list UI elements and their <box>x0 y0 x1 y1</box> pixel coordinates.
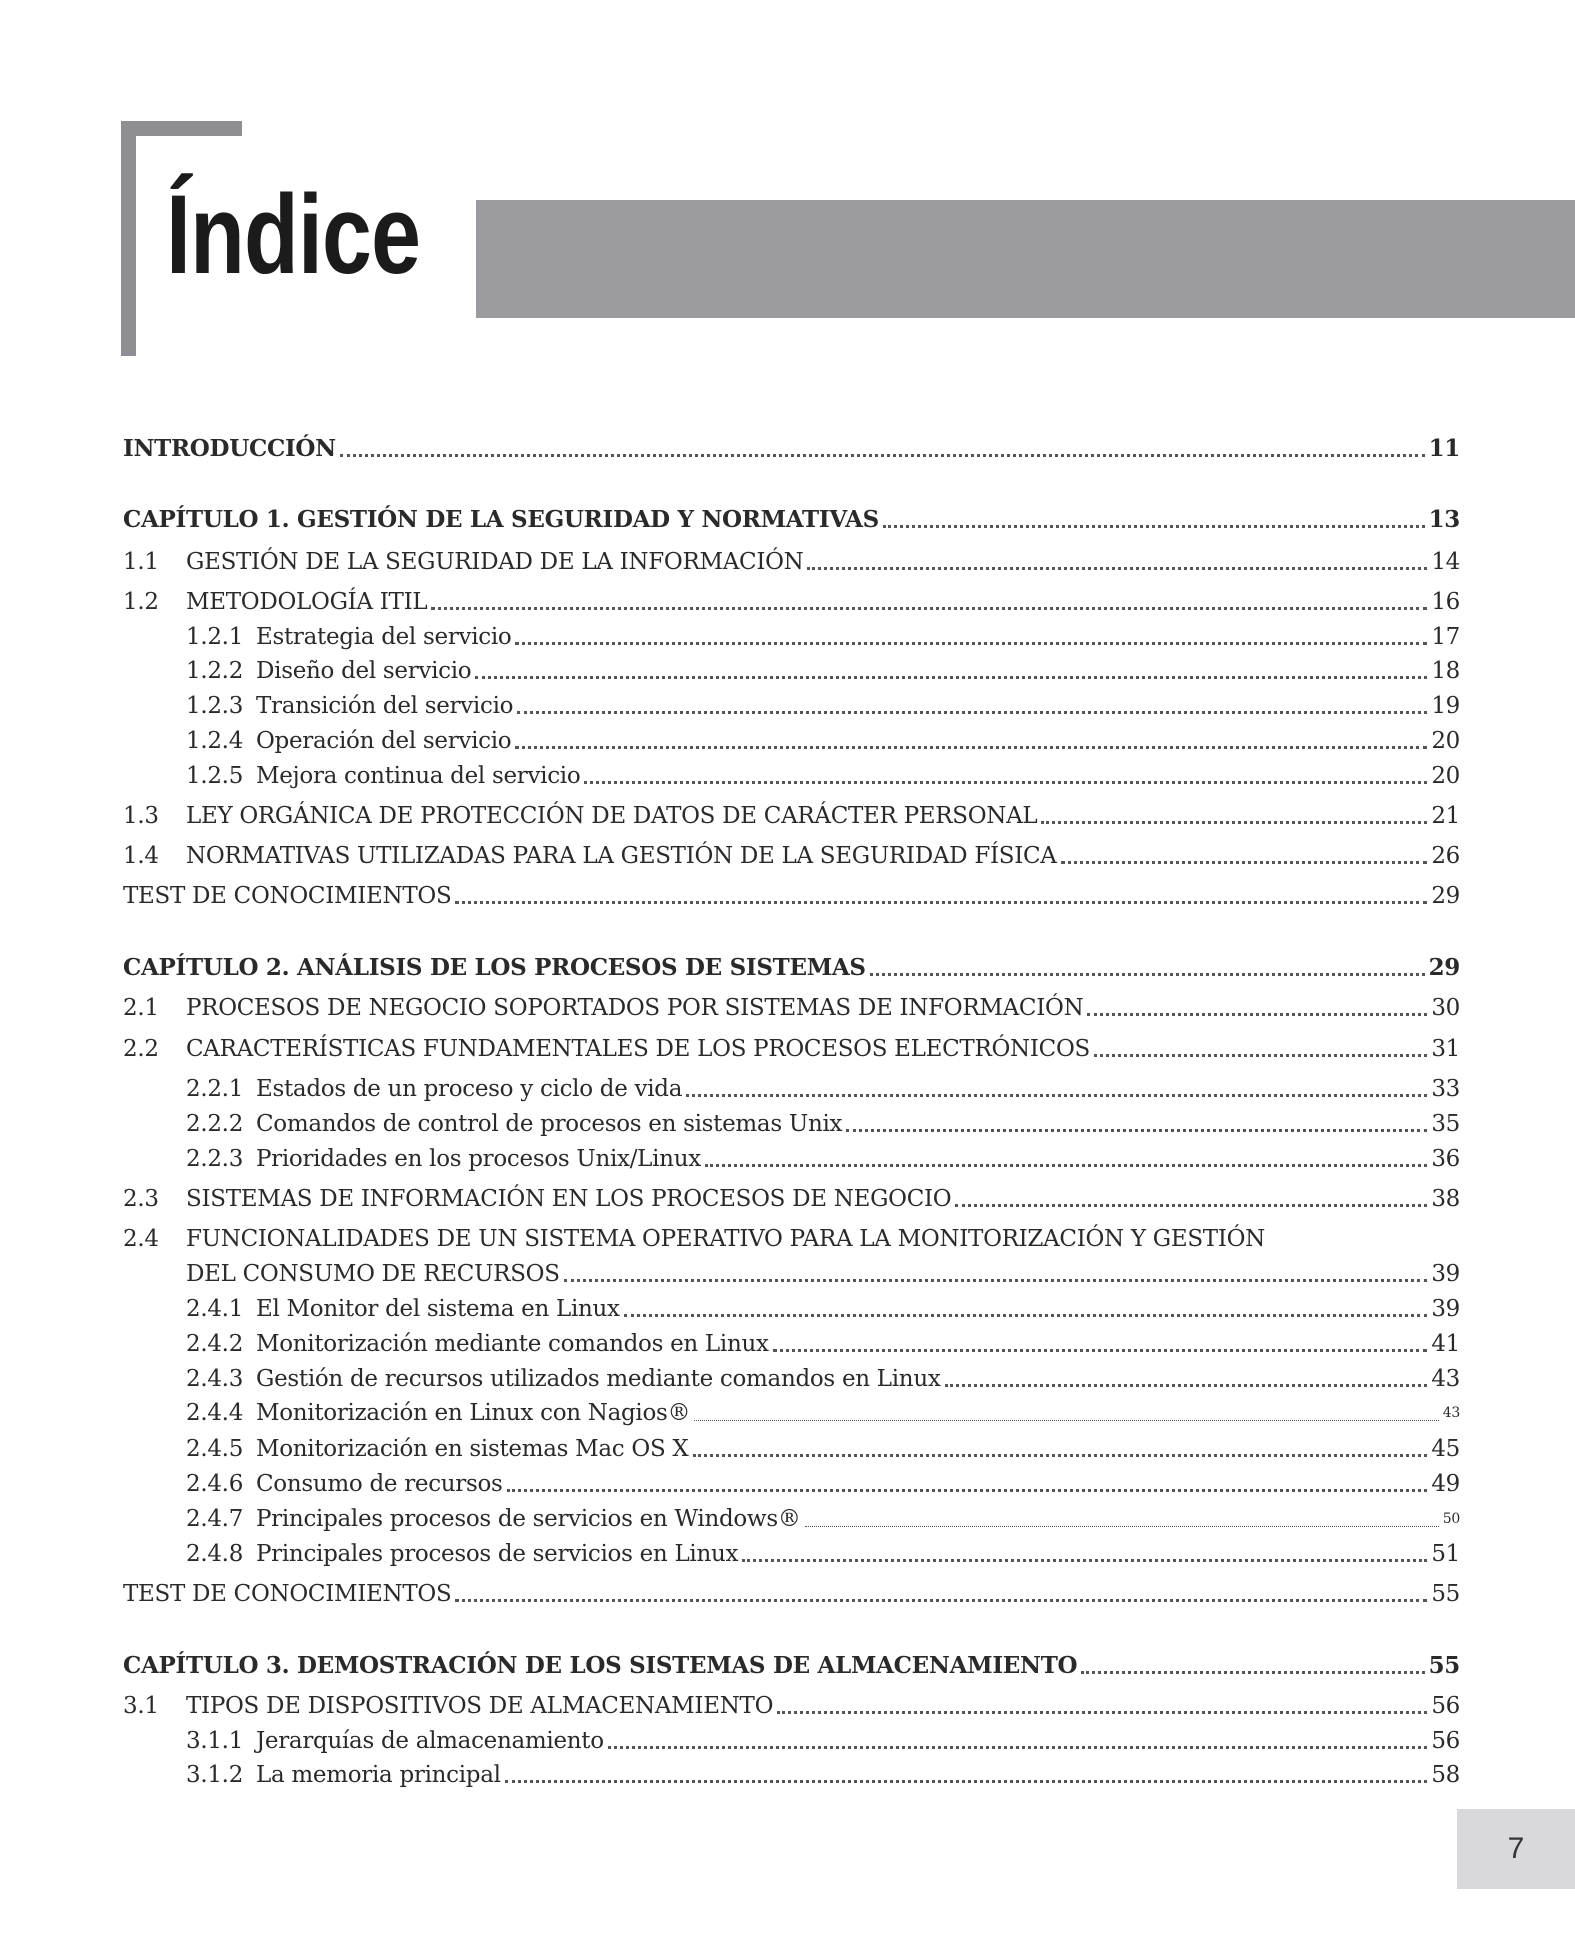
toc-entry-label: Estrategia del servicio <box>256 624 512 650</box>
toc-entry-number: 2.4.4 <box>186 1400 244 1426</box>
toc-entry-page: 20 <box>1431 728 1460 754</box>
toc-entry[interactable] <box>123 1140 1460 1174</box>
toc-entry-page: 31 <box>1431 1036 1460 1062</box>
toc-entry-page: 14 <box>1431 549 1460 575</box>
toc-entry-number: 1.4 <box>123 843 159 869</box>
toc-entry-number: 3.1.2 <box>186 1762 244 1788</box>
toc-entry-number: 1.2.2 <box>186 658 244 684</box>
toc-entry-page: 56 <box>1431 1728 1460 1754</box>
toc-entry[interactable] <box>123 687 1460 721</box>
dot-leader <box>1087 1013 1427 1016</box>
toc-entry[interactable] <box>123 501 1460 535</box>
toc-entry-number: 1.2.4 <box>186 728 244 754</box>
toc-entry[interactable] <box>123 837 1460 871</box>
toc-entry-page: 13 <box>1428 506 1460 533</box>
toc-entry[interactable] <box>123 430 1460 464</box>
toc-entry-label: METODOLOGÍA ITIL <box>186 589 428 615</box>
toc-entry-label: El Monitor del sistema en Linux <box>256 1296 620 1322</box>
toc-entry-page: 43 <box>1442 1405 1460 1421</box>
toc-entry-number: 1.2.3 <box>186 693 244 719</box>
dot-leader <box>694 1420 1439 1421</box>
dot-leader <box>505 1780 1428 1783</box>
dot-leader <box>517 711 1427 714</box>
dot-leader <box>624 1314 1428 1317</box>
toc-entry-page: 55 <box>1431 1581 1460 1607</box>
toc-entry-number: 3.1.1 <box>186 1728 244 1754</box>
toc-entry-page: 55 <box>1428 1652 1460 1679</box>
dot-leader <box>742 1559 1427 1562</box>
toc-entry-label: Principales procesos de servicios en Windows® <box>256 1506 801 1532</box>
dot-leader <box>475 676 1427 679</box>
dot-leader <box>515 642 1427 645</box>
toc-entry-label: Transición del servicio <box>256 693 514 719</box>
toc-entry-label: FUNCIONALIDADES DE UN SISTEMA OPERATIVO PARA LA MONITORIZACIÓN Y GESTIÓN <box>186 1226 1266 1252</box>
toc-entry-number: 2.4.3 <box>186 1366 244 1392</box>
toc-entry[interactable] <box>123 1070 1460 1104</box>
toc-entry-page: 19 <box>1431 693 1460 719</box>
toc-entry-label: PROCESOS DE NEGOCIO SOPORTADOS POR SISTEMAS DE INFORMACIÓN <box>186 995 1084 1021</box>
page-title: Índice <box>166 172 421 297</box>
toc-entry-label: Consumo de recursos <box>256 1471 503 1497</box>
toc-entry[interactable] <box>123 1105 1460 1139</box>
dot-leader <box>693 1454 1428 1457</box>
dot-leader <box>807 567 1427 570</box>
toc-entry-page: 17 <box>1431 624 1460 650</box>
dot-leader <box>883 525 1425 528</box>
toc-entry-number: 1.2 <box>123 589 159 615</box>
toc-entry[interactable] <box>123 1722 1460 1756</box>
toc-entry-label: GESTIÓN DE LA SEGURIDAD DE LA INFORMACIÓN <box>186 549 804 575</box>
toc-entry[interactable] <box>123 1647 1460 1681</box>
title-bar <box>476 200 1575 318</box>
toc-entry-number: 1.2.1 <box>186 624 244 650</box>
toc-entry-label: TEST DE CONOCIMIENTOS <box>123 1581 452 1607</box>
toc-entry-label: Estados de un proceso y ciclo de vida <box>256 1076 683 1102</box>
toc-entry-label: CAPÍTULO 3. DEMOSTRACIÓN DE LOS SISTEMAS DE ALMACENAMIENTO <box>123 1652 1078 1679</box>
dot-leader <box>846 1129 1427 1132</box>
dot-leader <box>945 1384 1428 1387</box>
toc-entry-number: 1.2.5 <box>186 763 244 789</box>
dot-leader <box>507 1489 1428 1492</box>
toc-entry-page: 50 <box>1442 1511 1460 1527</box>
toc-entry-number: 2.3 <box>123 1186 159 1212</box>
toc-entry-number: 2.1 <box>123 995 159 1021</box>
dot-leader <box>686 1094 1427 1097</box>
toc-entry-label: TIPOS DE DISPOSITIVOS DE ALMACENAMIENTO <box>186 1693 774 1719</box>
toc-entry-number: 2.2.3 <box>186 1146 244 1172</box>
toc-entry-label: Monitorización en Linux con Nagios® <box>256 1400 691 1426</box>
toc-entry-page: 58 <box>1431 1762 1460 1788</box>
toc-entry-number: 3.1 <box>123 1693 159 1719</box>
toc-entry[interactable] <box>123 1255 1460 1289</box>
toc-entry-page: 20 <box>1431 763 1460 789</box>
toc-entry-number: 2.4 <box>123 1226 159 1252</box>
toc-entry[interactable] <box>123 757 1460 791</box>
toc-entry-page: 51 <box>1431 1541 1460 1567</box>
toc-entry[interactable] <box>123 618 1460 652</box>
toc-entry-label: Mejora continua del servicio <box>256 763 581 789</box>
toc-entry-number: 1.1 <box>123 549 159 575</box>
page-number: 7 <box>1457 1809 1575 1889</box>
toc-entry[interactable] <box>123 543 1460 577</box>
toc-entry[interactable] <box>123 1290 1460 1324</box>
toc-entry-page: 18 <box>1431 658 1460 684</box>
toc-entry-page: 33 <box>1431 1076 1460 1102</box>
dot-leader <box>805 1526 1439 1527</box>
toc-entry-page: 56 <box>1431 1693 1460 1719</box>
toc-entry[interactable] <box>123 949 1460 983</box>
dot-leader <box>608 1746 1428 1749</box>
toc-entry-page: 39 <box>1431 1261 1460 1287</box>
dot-leader <box>431 607 1427 610</box>
toc-entry-page: 36 <box>1431 1146 1460 1172</box>
toc-entry-label: CARACTERÍSTICAS FUNDAMENTALES DE LOS PROCESOS ELECTRÓNICOS <box>186 1036 1090 1062</box>
toc-entry-label: Monitorización en sistemas Mac OS X <box>256 1436 689 1462</box>
toc-entry-page: 49 <box>1431 1471 1460 1497</box>
dot-leader <box>955 1204 1427 1207</box>
toc-entry-number: 2.4.1 <box>186 1296 244 1322</box>
toc-entry[interactable] <box>123 1325 1460 1359</box>
dot-leader <box>1061 861 1428 864</box>
toc-entry-page: 29 <box>1431 883 1460 909</box>
toc-entry-label: La memoria principal <box>256 1762 501 1788</box>
toc-entry-label: Principales procesos de servicios en Linux <box>256 1541 739 1567</box>
toc-entry[interactable] <box>123 1756 1460 1790</box>
toc-entry-label: Prioridades en los procesos Unix/Linux <box>256 1146 701 1172</box>
dot-leader <box>773 1349 1428 1352</box>
toc-entry[interactable] <box>123 583 1460 617</box>
toc-entry-page: 38 <box>1431 1186 1460 1212</box>
toc-entry-label: Operación del servicio <box>256 728 512 754</box>
dot-leader <box>340 454 1425 457</box>
toc-entry-number: 2.2.1 <box>186 1076 244 1102</box>
toc-entry-page: 29 <box>1428 954 1460 981</box>
toc-entry-label: SISTEMAS DE INFORMACIÓN EN LOS PROCESOS DE NEGOCIO <box>186 1186 952 1212</box>
toc-entry-number: 2.4.7 <box>186 1506 244 1532</box>
toc-entry[interactable] <box>123 1220 1460 1254</box>
toc-entry[interactable] <box>123 652 1460 686</box>
toc-entry-label: NORMATIVAS UTILIZADAS PARA LA GESTIÓN DE LA SEGURIDAD FÍSICA <box>186 843 1057 869</box>
toc-entry-label: CAPÍTULO 2. ANÁLISIS DE LOS PROCESOS DE SISTEMAS <box>123 954 866 981</box>
toc-entry-label: INTRODUCCIÓN <box>123 435 336 462</box>
toc-entry[interactable] <box>123 877 1460 911</box>
dot-leader <box>1094 1054 1427 1057</box>
toc-entry[interactable] <box>123 1360 1460 1394</box>
toc-entry-label: CAPÍTULO 1. GESTIÓN DE LA SEGURIDAD Y NORMATIVAS <box>123 506 879 533</box>
toc-entry-number: 1.3 <box>123 803 159 829</box>
toc-entry-page: 39 <box>1431 1296 1460 1322</box>
toc-entry[interactable] <box>123 1500 1460 1534</box>
toc-entry[interactable] <box>123 1575 1460 1609</box>
toc-entry-label: LEY ORGÁNICA DE PROTECCIÓN DE DATOS DE CARÁCTER PERSONAL <box>186 803 1038 829</box>
toc-entry-page: 43 <box>1431 1366 1460 1392</box>
toc-entry[interactable] <box>123 1687 1460 1721</box>
toc-entry-label: TEST DE CONOCIMIENTOS <box>123 883 452 909</box>
toc-entry-number: 2.4.8 <box>186 1541 244 1567</box>
toc-entry-page: 21 <box>1431 803 1460 829</box>
toc-entry[interactable] <box>123 797 1460 831</box>
dot-leader <box>515 746 1427 749</box>
toc-entry-number: 2.4.2 <box>186 1331 244 1357</box>
toc-entry-label: Gestión de recursos utilizados mediante comandos en Linux <box>256 1366 941 1392</box>
toc-entry-page: 26 <box>1431 843 1460 869</box>
toc-entry-number: 2.2 <box>123 1036 159 1062</box>
toc-entry[interactable] <box>123 1394 1460 1428</box>
toc-entry-number: 2.4.5 <box>186 1436 244 1462</box>
toc-entry[interactable] <box>123 1030 1460 1064</box>
dot-leader <box>564 1279 1428 1282</box>
toc-entry[interactable] <box>123 722 1460 756</box>
toc-entry-label: Jerarquías de almacenamiento <box>256 1728 604 1754</box>
dot-leader <box>1081 1671 1424 1674</box>
dot-leader <box>705 1164 1427 1167</box>
dot-leader <box>455 901 1427 904</box>
dot-leader <box>584 781 1427 784</box>
dot-leader <box>777 1711 1427 1714</box>
dot-leader <box>1041 821 1427 824</box>
toc-entry-page: 35 <box>1431 1111 1460 1137</box>
toc-entry[interactable] <box>123 1430 1460 1464</box>
toc-entry-page: 45 <box>1431 1436 1460 1462</box>
toc-entry-label-continuation: DEL CONSUMO DE RECURSOS <box>186 1261 560 1287</box>
dot-leader <box>455 1599 1427 1602</box>
toc-entry-label: Comandos de control de procesos en sistemas Unix <box>256 1111 843 1137</box>
toc-entry-number: 2.2.2 <box>186 1111 244 1137</box>
toc-entry-page: 11 <box>1428 435 1460 462</box>
toc-entry[interactable] <box>123 989 1460 1023</box>
toc-entry[interactable] <box>123 1535 1460 1569</box>
toc-entry-page: 16 <box>1431 589 1460 615</box>
toc-entry-number: 2.4.6 <box>186 1471 244 1497</box>
toc-entry-page: 30 <box>1431 995 1460 1021</box>
toc-entry-label: Diseño del servicio <box>256 658 472 684</box>
toc-entry[interactable] <box>123 1180 1460 1214</box>
toc-entry-page: 41 <box>1431 1331 1460 1357</box>
toc-entry[interactable] <box>123 1465 1460 1499</box>
dot-leader <box>870 973 1425 976</box>
toc-entry-label: Monitorización mediante comandos en Linux <box>256 1331 769 1357</box>
